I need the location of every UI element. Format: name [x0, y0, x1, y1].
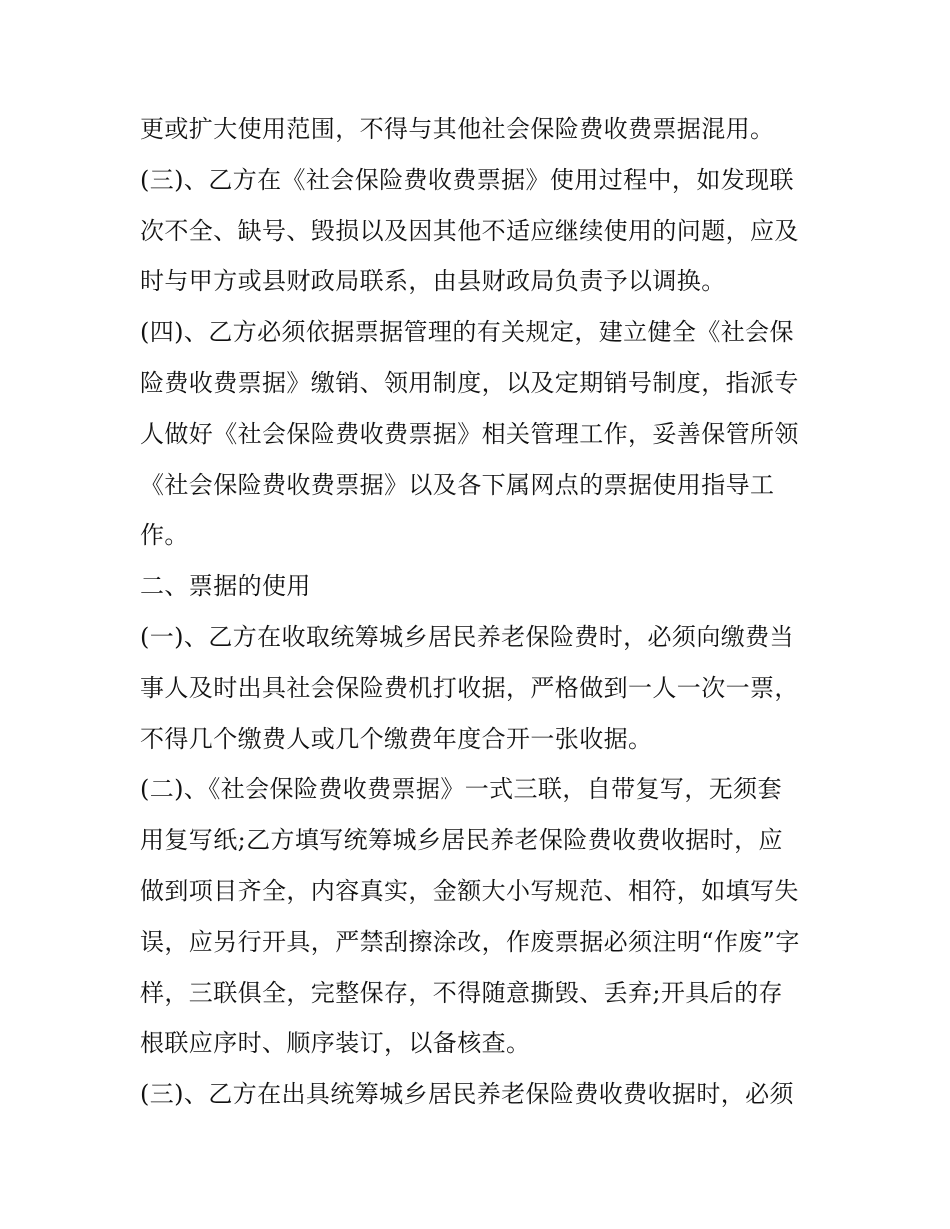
text-line: 不得几个缴费人或几个缴费年度合开一张收据。 [140, 724, 653, 753]
text-line: 做到项目齐全，内容真实，金额大小写规范、相符，如填写失 [140, 876, 799, 905]
text-line: 作。 [140, 521, 189, 550]
document-body [140, 104, 830, 1120]
text-line: (三)、乙方在《社会保险费收费票据》使用过程中，如发现联 [140, 165, 794, 194]
text-line: 用复写纸;乙方填写统筹城乡居民养老保险费收费收据时，应 [140, 826, 783, 855]
text-line: 人做好《社会保险费收费票据》相关管理工作，妥善保管所领 [140, 419, 799, 448]
text-line: (三)、乙方在出具统筹城乡居民养老保险费收费收据时，必须 [140, 1080, 794, 1109]
text-line: 误，应另行开具，严禁刮擦涂改，作废票据必须注明“作废”字 [140, 927, 800, 956]
text-line: (一)、乙方在收取统筹城乡居民养老保险费时，必须向缴费当 [140, 622, 794, 651]
text-line: (四)、乙方必须依据票据管理的有关规定，建立健全《社会保 [140, 318, 794, 347]
text-line: 险费收费票据》缴销、领用制度，以及定期销号制度，指派专 [140, 368, 799, 397]
text-line: 次不全、缺号、毁损以及因其他不适应继续使用的问题，应及 [140, 216, 799, 245]
text-line: 样，三联俱全，完整保存，不得随意撕毁、丢弃;开具后的存 [140, 978, 783, 1007]
text-line: 时与甲方或县财政局联系，由县财政局负责予以调换。 [140, 267, 726, 296]
section-heading: 二、票据的使用 [140, 572, 311, 601]
text-line: 《社会保险费收费票据》以及各下属网点的票据使用指导工 [140, 470, 775, 499]
text-line: 更或扩大使用范围，不得与其他社会保险费收费票据混用。 [140, 115, 775, 143]
text-line: 根联应序时、顺序装订，以备核查。 [140, 1029, 531, 1058]
text-line: (二)、《社会保险费收费票据》一式三联，自带复写，无须套 [140, 775, 782, 804]
text-line: 事人及时出具社会保险费机打收据，严格做到一人一次一票， [140, 673, 799, 702]
